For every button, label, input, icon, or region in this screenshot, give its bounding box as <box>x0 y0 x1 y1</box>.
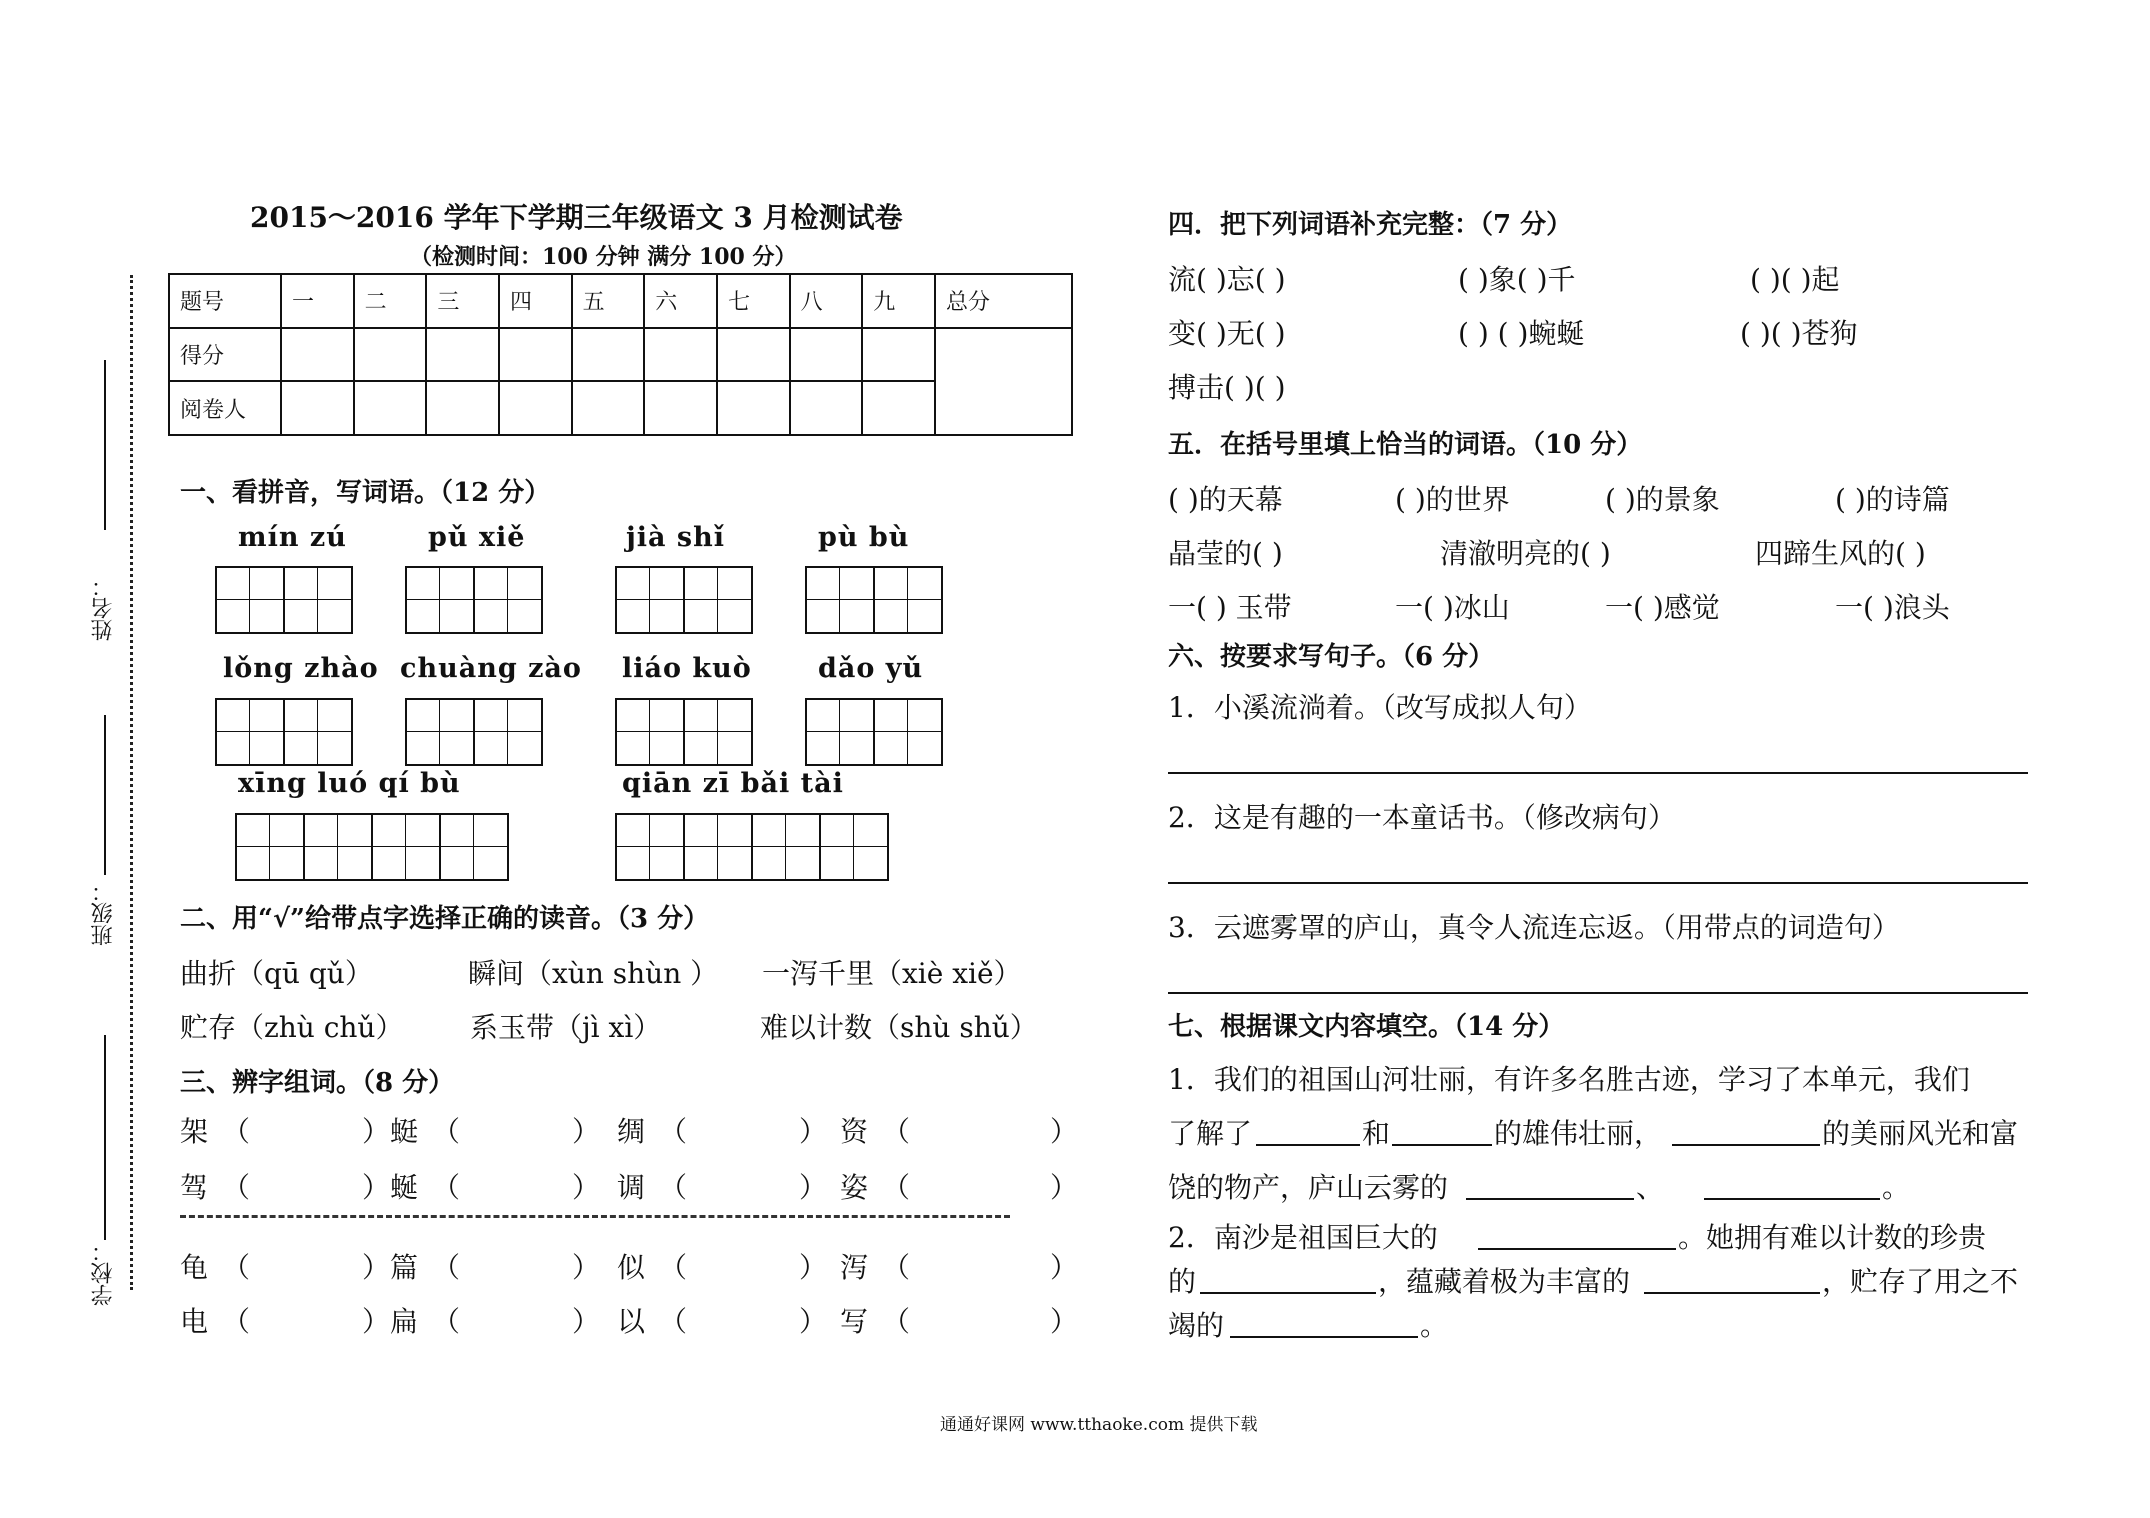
fill-phrase: ( )的景象 <box>1605 483 1720 516</box>
table-header-cell: 一 <box>281 274 354 328</box>
name-write-line <box>104 360 106 530</box>
fill-phrase: ( )( )起 <box>1750 263 1840 296</box>
question-text: 、 <box>1636 1171 1665 1204</box>
pinyin-label: qiān zī bǎi tài <box>622 768 844 799</box>
grader-cell <box>426 381 499 435</box>
question-text: ，蕴藏着极为丰富的 <box>1378 1265 1631 1298</box>
question-text: 的美丽风光和富 <box>1822 1117 2019 1150</box>
writing-grid[interactable] <box>405 566 543 634</box>
reading-choice: 瞬间（xùn shùn ） <box>468 957 719 990</box>
name-label: 姓名： <box>91 575 116 641</box>
class-write-line <box>104 715 106 875</box>
question-text: 2．南沙是祖国巨大的 <box>1168 1221 1438 1254</box>
fill-phrase: 一( )浪头 <box>1835 591 1950 624</box>
fill-phrase: ( )的诗篇 <box>1835 483 1950 516</box>
fill-blank[interactable] <box>1230 1336 1418 1338</box>
score-cell <box>281 328 354 382</box>
pinyin-label: pù bù <box>818 522 910 553</box>
question-text: 的雄伟壮丽， <box>1494 1117 1663 1150</box>
score-cell <box>862 328 935 382</box>
question-text: 和 <box>1362 1117 1391 1150</box>
word-char: 泻 <box>840 1251 869 1284</box>
word-char: 以 <box>617 1305 646 1338</box>
blank-brackets: （ ） <box>882 1115 1079 1148</box>
blank-brackets: （ ） <box>659 1171 828 1204</box>
answer-line[interactable] <box>1168 992 2028 994</box>
question-text: 了解了 <box>1168 1117 1253 1150</box>
table-header-cell: 九 <box>862 274 935 328</box>
reading-choice: 一泻千里（xiè xiě） <box>762 957 1022 990</box>
row-label: 得分 <box>169 328 281 382</box>
fill-phrase: ( )的天幕 <box>1168 483 1283 516</box>
blank-brackets: （ ） <box>432 1171 601 1204</box>
score-cell <box>790 328 863 382</box>
grader-cell <box>281 381 354 435</box>
blank-brackets: （ ） <box>222 1305 391 1338</box>
writing-grid[interactable] <box>215 566 353 634</box>
table-header-cell: 四 <box>499 274 572 328</box>
pinyin-label: pǔ xiě <box>428 522 526 553</box>
question-text: 。 <box>1420 1309 1449 1342</box>
score-table-header-row <box>169 274 1072 328</box>
grader-cell <box>354 381 427 435</box>
writing-grid[interactable] <box>405 698 543 766</box>
question-text: 饶的物产，庐山云雾的 <box>1168 1171 1449 1204</box>
blank-brackets: （ ） <box>432 1115 601 1148</box>
grader-cell <box>499 381 572 435</box>
question-text: 竭的 <box>1168 1309 1225 1342</box>
grader-cell <box>572 381 645 435</box>
reading-choice: 难以计数（shù shǔ） <box>760 1011 1038 1044</box>
word-char: 龟 <box>180 1251 209 1284</box>
word-char: 蜒 <box>390 1171 419 1204</box>
fill-blank[interactable] <box>1672 1144 1820 1146</box>
table-header-cell: 三 <box>426 274 499 328</box>
row-label: 阅卷人 <box>169 381 281 435</box>
section3-heading: 三、辨字组词。（8 分） <box>180 1068 455 1098</box>
blank-brackets: （ ） <box>432 1305 601 1338</box>
section-divider <box>180 1215 1010 1218</box>
section1-heading: 一、看拼音，写词语。（12 分） <box>180 478 551 508</box>
pinyin-label: xīng luó qí bù <box>238 768 461 799</box>
word-char: 绸 <box>617 1115 646 1148</box>
blank-brackets: （ ） <box>222 1171 391 1204</box>
writing-grid[interactable] <box>615 813 889 881</box>
blank-brackets: （ ） <box>882 1171 1079 1204</box>
score-cell <box>354 328 427 382</box>
section2-heading: 二、用“√”给带点字选择正确的读音。（3 分） <box>180 904 710 934</box>
grader-cell <box>862 381 935 435</box>
score-cell <box>644 328 717 382</box>
fill-phrase: 一( )冰山 <box>1395 591 1510 624</box>
writing-grid[interactable] <box>615 698 753 766</box>
writing-grid[interactable] <box>215 698 353 766</box>
question-text: 2．这是有趣的一本童话书。（修改病句） <box>1168 801 1676 834</box>
word-char: 调 <box>617 1171 646 1204</box>
section5-heading: 五．在括号里填上恰当的词语。（10 分） <box>1168 430 1643 460</box>
blank-brackets: （ ） <box>222 1251 391 1284</box>
fill-blank[interactable] <box>1256 1144 1360 1146</box>
section6-heading: 六、按要求写句子。（6 分） <box>1168 642 1495 672</box>
score-cell <box>499 328 572 382</box>
answer-line[interactable] <box>1168 882 2028 884</box>
blank-brackets: （ ） <box>882 1251 1079 1284</box>
score-cell <box>426 328 499 382</box>
binding-dotted-line <box>130 275 133 1290</box>
school-write-line <box>104 1035 106 1240</box>
blank-brackets: （ ） <box>659 1251 828 1284</box>
writing-grid[interactable] <box>615 566 753 634</box>
fill-phrase: 流( )忘( ) <box>1168 263 1286 296</box>
class-label: 班级： <box>91 880 116 946</box>
blank-brackets: （ ） <box>432 1251 601 1284</box>
question-text: 。 <box>1882 1171 1911 1204</box>
word-char: 篇 <box>390 1251 419 1284</box>
fill-blank[interactable] <box>1478 1248 1676 1250</box>
fill-phrase: ( )的世界 <box>1395 483 1510 516</box>
reading-choice: 贮存（zhù chǔ） <box>180 1011 404 1044</box>
question-text: ，贮存了用之不 <box>1822 1265 2019 1298</box>
table-header-cell: 七 <box>717 274 790 328</box>
fill-phrase: ( ) ( )蜿蜒 <box>1458 317 1585 350</box>
question-text: 1．小溪流淌着。（改写成拟人句） <box>1168 691 1592 724</box>
grader-cell <box>644 381 717 435</box>
school-label: 学校： <box>91 1240 116 1306</box>
fill-phrase: 一( ) 玉带 <box>1168 591 1292 624</box>
word-char: 扁 <box>390 1305 419 1338</box>
reading-choice: 曲折（qū qǔ） <box>180 957 373 990</box>
pinyin-label: jià shǐ <box>626 522 726 553</box>
question-text: 3．云遮雾罩的庐山，真令人流连忘返。（用带点的词造句） <box>1168 911 1900 944</box>
blank-brackets: （ ） <box>882 1305 1079 1338</box>
question-text: 。她拥有难以计数的珍贵 <box>1678 1221 1987 1254</box>
pinyin-label: dǎo yǔ <box>818 653 924 684</box>
fill-blank[interactable] <box>1704 1198 1880 1200</box>
section7-heading: 七、根据课文内容填空。（14 分） <box>1168 1012 1565 1042</box>
score-row <box>169 328 1072 382</box>
reading-choice: 系玉带（jì xì） <box>470 1011 662 1044</box>
score-table <box>168 273 1073 436</box>
fill-blank[interactable] <box>1392 1144 1492 1146</box>
fill-phrase: 搏击( )( ) <box>1168 371 1286 404</box>
fill-phrase: 变( )无( ) <box>1168 317 1286 350</box>
score-cell <box>717 328 790 382</box>
fill-phrase: 四蹄生风的( ) <box>1755 537 1926 570</box>
fill-phrase: 一( )感觉 <box>1605 591 1720 624</box>
fill-phrase: 晶莹的( ) <box>1168 537 1283 570</box>
word-char: 似 <box>617 1251 646 1284</box>
fill-blank[interactable] <box>1644 1292 1820 1294</box>
footer-credit: 通通好课网 www.tthaoke.com 提供下载 <box>940 1415 1258 1435</box>
question-text: 的 <box>1168 1265 1197 1298</box>
grader-cell <box>717 381 790 435</box>
table-header-cell: 二 <box>354 274 427 328</box>
table-header-cell: 六 <box>644 274 717 328</box>
word-char: 架 <box>180 1115 209 1148</box>
writing-grid[interactable] <box>805 566 943 634</box>
word-char: 驾 <box>180 1171 209 1204</box>
table-header-cell: 题号 <box>169 274 281 328</box>
word-char: 资 <box>840 1115 869 1148</box>
exam-subtitle: （检测时间：100 分钟 满分 100 分） <box>410 244 797 270</box>
answer-line[interactable] <box>1168 772 2028 774</box>
word-char: 蜓 <box>390 1115 419 1148</box>
fill-blank[interactable] <box>1466 1198 1634 1200</box>
fill-phrase: 清澈明亮的( ) <box>1440 537 1611 570</box>
table-header-cell: 五 <box>572 274 645 328</box>
word-char: 姿 <box>840 1171 869 1204</box>
word-char: 写 <box>840 1305 869 1338</box>
blank-brackets: （ ） <box>659 1115 828 1148</box>
fill-phrase: ( )( )苍狗 <box>1740 317 1858 350</box>
table-header-cell: 八 <box>790 274 863 328</box>
writing-grid[interactable] <box>235 813 509 881</box>
grader-cell <box>790 381 863 435</box>
total-score-cell <box>935 328 1072 435</box>
table-header-cell: 总分 <box>935 274 1072 328</box>
pinyin-label: chuàng zào <box>400 653 582 684</box>
pinyin-label: mín zú <box>238 522 347 553</box>
pinyin-label: liáo kuò <box>622 653 752 684</box>
fill-phrase: ( )象( )千 <box>1458 263 1576 296</box>
pinyin-label: lǒng zhào <box>223 653 379 684</box>
blank-brackets: （ ） <box>222 1115 391 1148</box>
exam-title: 2015～2016 学年下学期三年级语文 3 月检测试卷 <box>250 201 903 234</box>
question-text: 1．我们的祖国山河壮丽，有许多名胜古迹，学习了本单元，我们 <box>1168 1063 1970 1096</box>
writing-grid[interactable] <box>805 698 943 766</box>
word-char: 电 <box>180 1305 209 1338</box>
section4-heading: 四．把下列词语补充完整：（7 分） <box>1168 210 1573 240</box>
fill-blank[interactable] <box>1200 1292 1376 1294</box>
blank-brackets: （ ） <box>659 1305 828 1338</box>
score-cell <box>572 328 645 382</box>
